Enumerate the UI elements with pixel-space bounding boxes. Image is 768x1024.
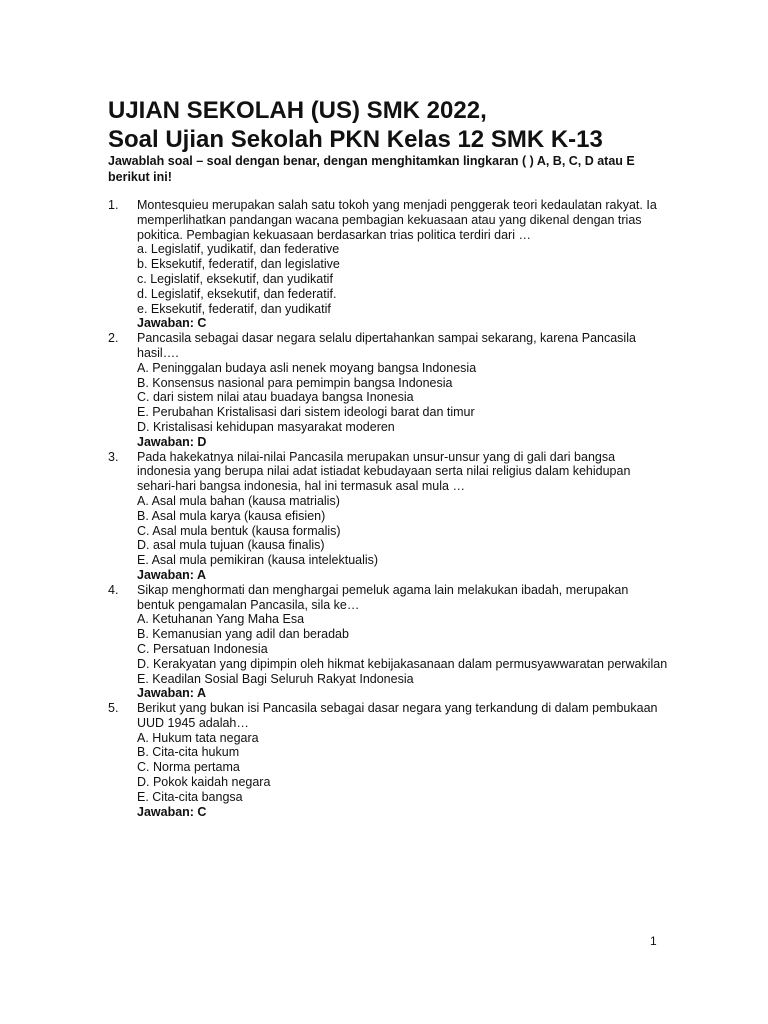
answer-key: Jawaban: A	[137, 567, 207, 582]
option-c: C. Asal mula bentuk (kausa formalis)	[137, 523, 341, 538]
question-text: Sikap menghormati dan menghargai pemeluk agama lain melakukan ibadah, merupakan bentuk pengamalan Pancasila, sila ke…	[137, 582, 629, 612]
instruction-text: Jawablah soal – soal dengan benar, dengan menghitamkan lingkaran ( ) A, B, C, D atau E berikut ini!	[108, 154, 635, 184]
option-c: c. Legislatif, eksekutif, dan yudikatif	[137, 271, 333, 286]
question-1	[108, 198, 668, 331]
option-b: B. Kemanusian yang adil dan beradab	[137, 627, 349, 642]
option-a: A. Asal mula bahan (kausa matrialis)	[137, 493, 340, 508]
option-d: D. asal mula tujuan (kausa finalis)	[137, 538, 325, 553]
option-e: E. Cita-cita bangsa	[137, 789, 243, 804]
option-e: E. Asal mula pemikiran (kausa intelektualis)	[137, 553, 379, 568]
question-4	[108, 583, 668, 701]
option-a: A. Peninggalan budaya asli nenek moyang bangsa Indonesia	[137, 360, 477, 375]
question-text: Berikut yang bukan isi Pancasila sebagai dasar negara yang terkandung di dalam pembukaan UUD 1945 adalah…	[137, 701, 658, 730]
question-number: 1.	[108, 198, 119, 212]
option-c: C. Norma pertama	[137, 760, 240, 775]
option-list	[137, 361, 668, 435]
option-list	[137, 612, 668, 686]
option-e: E. Keadilan Sosial Bagi Seluruh Rakyat Indonesia	[137, 671, 414, 686]
answer-key: Jawaban: C	[137, 316, 207, 331]
answer-key: Jawaban: A	[137, 686, 207, 701]
option-a: A. Hukum tata negara	[137, 730, 259, 745]
option-a: a. Legislatif, yudikatif, dan federative	[137, 242, 340, 257]
option-b: B. Asal mula karya (kausa efisien)	[137, 508, 326, 523]
option-list	[137, 731, 668, 805]
option-d: d. Legislatif, eksekutif, dan federatif.	[137, 286, 337, 301]
page-title	[108, 96, 728, 154]
option-b: B. Cita-cita hukum	[137, 745, 240, 760]
question-number: 4.	[108, 582, 119, 597]
title-line-2: Soal Ujian Sekolah PKN Kelas 12 SMK K-13	[108, 126, 603, 153]
question-5	[108, 701, 668, 819]
question-text: Pancasila sebagai dasar negara selalu dipertahankan sampai sekarang, karena Pancasila hasil….	[137, 331, 636, 360]
option-e: e. Eksekutif, federatif, dan yudikatif	[137, 301, 331, 316]
question-text: Montesquieu merupakan salah satu tokoh yang menjadi penggerak teori kedaulatan rakyat. Ia memperlihatkan pandangan wacana pembagian kekuasaan atau yang dikenal dengan trias pokitica. Pembagian kekuasaan berdasarkan trias politica terdiri dari …	[137, 198, 657, 242]
question-list	[108, 198, 668, 819]
question-3	[108, 450, 668, 583]
page-number: 1	[650, 934, 657, 948]
question-number: 3.	[108, 449, 119, 464]
answer-key: Jawaban: D	[137, 434, 207, 449]
question-number: 2.	[108, 331, 119, 346]
title-line-1: UJIAN SEKOLAH (US) SMK 2022,	[108, 97, 487, 124]
option-b: b. Eksekutif, federatif, dan legislative	[137, 257, 340, 272]
option-c: C. Persatuan Indonesia	[137, 641, 268, 656]
option-d: D. Pokok kaidah negara	[137, 775, 271, 790]
option-d: D. Kristalisasi kehidupan masyarakat moderen	[137, 419, 395, 434]
option-d: D. Kerakyatan yang dipimpin oleh hikmat kebijakasanaan dalam permusyawwaratan perwakilan	[137, 656, 668, 671]
option-list	[137, 494, 668, 568]
answer-key: Jawaban: C	[137, 804, 207, 819]
option-e: E. Perubahan Kristalisasi dari sistem ideologi barat dan timur	[137, 405, 475, 420]
option-c: C. dari sistem nilai atau buadaya bangsa Inonesia	[137, 390, 414, 405]
question-2	[108, 331, 668, 449]
option-b: B. Konsensus nasional para pemimpin bangsa Indonesia	[137, 375, 453, 390]
option-a: A. Ketuhanan Yang Maha Esa	[137, 612, 305, 627]
question-number: 5.	[108, 701, 119, 716]
option-list	[137, 242, 668, 316]
question-text: Pada hakekatnya nilai-nilai Pancasila merupakan unsur-unsur yang di gali dari bangsa indonesia yang berupa nilai adat istiadat kebudayaan serta nilai religius dalam kehidupan sehari-hari bangsa indonesia, hal ini termasuk asal mula …	[137, 449, 631, 494]
